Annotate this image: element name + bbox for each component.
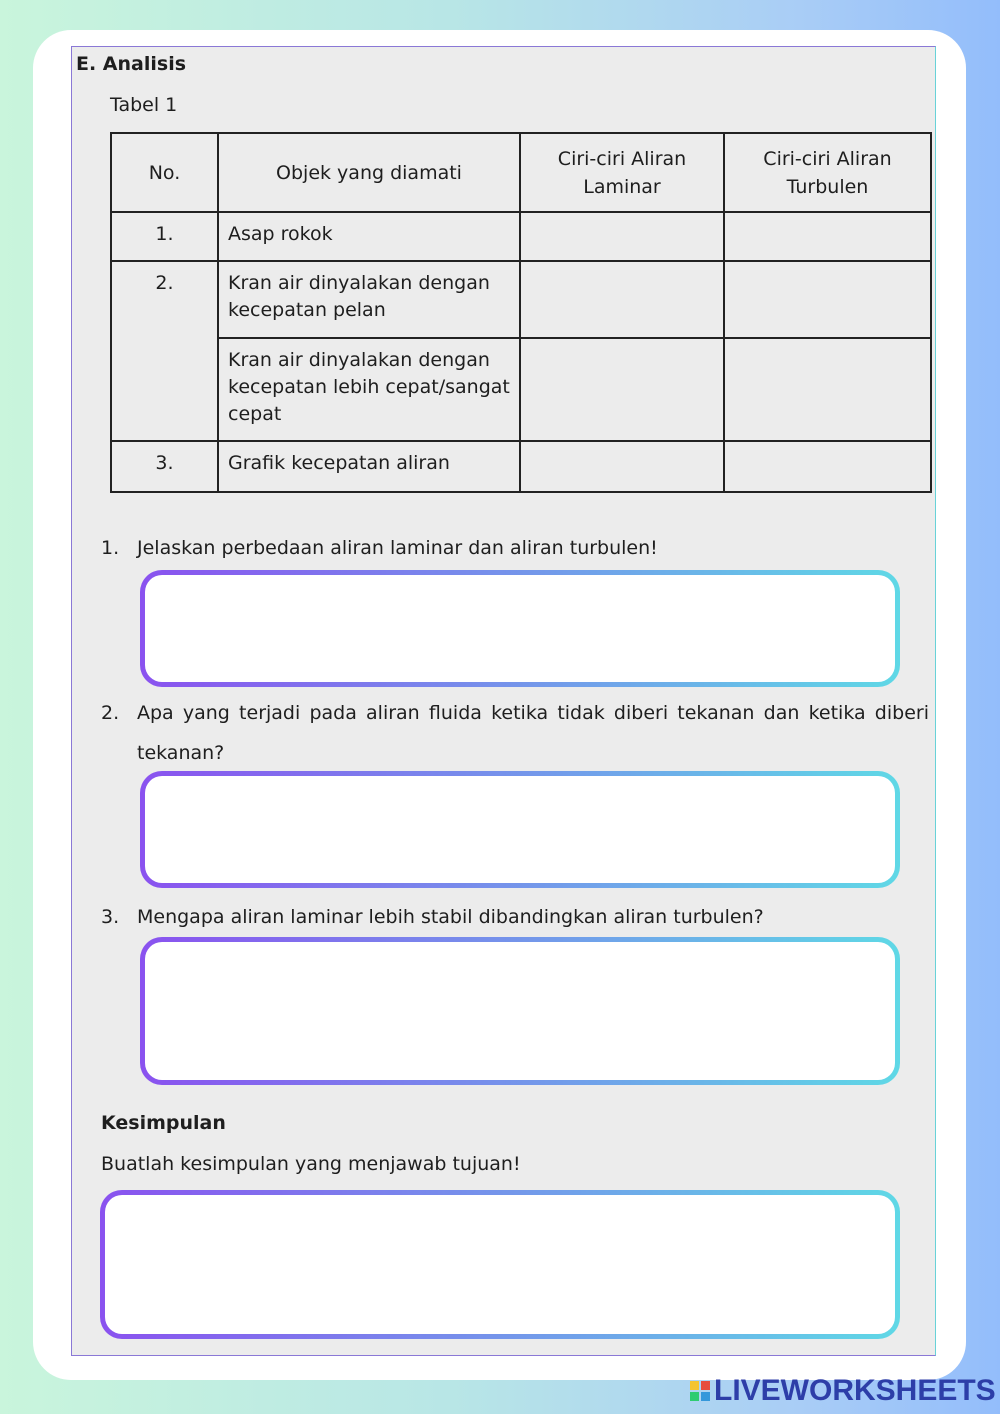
answer-input-1[interactable] <box>145 575 895 682</box>
question-3-text: Mengapa aliran laminar lebih stabil dibandingkan aliran turbulen? <box>137 906 764 928</box>
section-title: E. Analisis <box>76 53 187 75</box>
question-1-number: 1. <box>101 537 120 559</box>
conclusion-answer-box <box>100 1190 900 1339</box>
turbulent-cell[interactable] <box>724 261 931 338</box>
conclusion-title: Kesimpulan <box>101 1112 226 1134</box>
question-1-text: Jelaskan perbedaan aliran laminar dan aliran turbulen! <box>137 537 658 559</box>
table-row <box>111 338 931 441</box>
row-object: Kran air dinyalakan dengan kecepatan lebih cepat/sangat cepat <box>218 338 520 441</box>
answer-box-3 <box>140 937 900 1085</box>
liveworksheets-logo-icon <box>690 1381 710 1401</box>
table-row <box>111 212 931 261</box>
header-laminar: Ciri-ciri Aliran Laminar <box>520 133 724 212</box>
table-row <box>111 441 931 492</box>
laminar-cell[interactable] <box>520 261 724 338</box>
header-object: Objek yang diamati <box>218 133 520 212</box>
logo-tile <box>701 1381 710 1390</box>
row-number: 3. <box>111 441 218 492</box>
table-row <box>111 261 931 338</box>
table-caption: Tabel 1 <box>110 94 178 116</box>
row-object: Asap rokok <box>218 212 520 261</box>
question-2-text: Apa yang terjadi pada aliran fluida ketika tidak diberi tekanan dan ketika diberi tekanan? <box>137 702 929 764</box>
laminar-cell[interactable] <box>520 441 724 492</box>
conclusion-prompt: Buatlah kesimpulan yang menjawab tujuan! <box>101 1153 521 1175</box>
answer-box-1 <box>140 570 900 687</box>
turbulent-cell[interactable] <box>724 338 931 441</box>
row-number: 2. <box>111 261 218 441</box>
logo-tile <box>701 1392 710 1401</box>
logo-tile <box>690 1381 699 1390</box>
row-number: 1. <box>111 212 218 261</box>
turbulent-cell[interactable] <box>724 441 931 492</box>
question-2-number: 2. <box>101 702 120 724</box>
brand-name: LIVEWORKSHEETS <box>714 1374 996 1407</box>
observation-table <box>110 132 932 493</box>
laminar-cell[interactable] <box>520 338 724 441</box>
header-no: No. <box>111 133 218 212</box>
table-header-row <box>111 133 931 212</box>
question-3-number: 3. <box>101 906 120 928</box>
brand-watermark <box>690 1375 996 1407</box>
answer-input-3[interactable] <box>145 942 895 1080</box>
answer-input-2[interactable] <box>145 776 895 883</box>
answer-box-2 <box>140 771 900 888</box>
row-object: Grafik kecepatan aliran <box>218 441 520 492</box>
logo-tile <box>690 1392 699 1401</box>
laminar-cell[interactable] <box>520 212 724 261</box>
row-object: Kran air dinyalakan dengan kecepatan pelan <box>218 261 520 338</box>
header-turbulent: Ciri-ciri Aliran Turbulen <box>724 133 931 212</box>
turbulent-cell[interactable] <box>724 212 931 261</box>
conclusion-input[interactable] <box>105 1195 895 1334</box>
